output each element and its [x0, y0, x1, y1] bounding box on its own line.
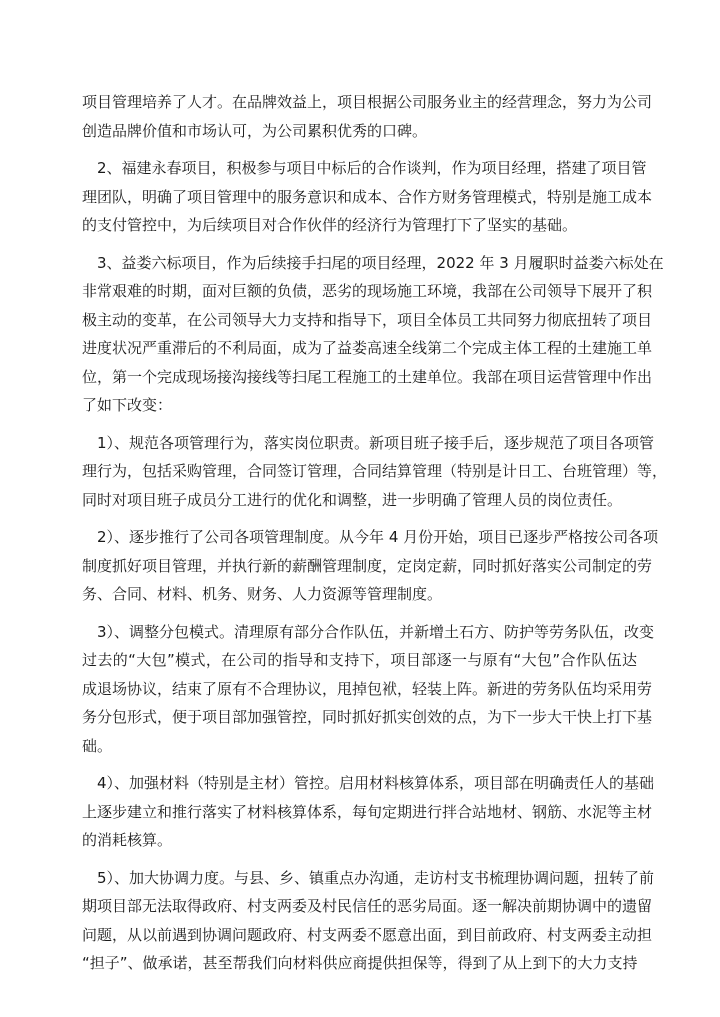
text-line: 期项目部无法取得政府、村支两委及村民信任的恶劣局面。逐一解决前期协调中的遗留 — [82, 897, 653, 915]
text-line: 制度抓好项目管理，并执行新的薪酬管理制度，定岗定薪，同时抓好落实公司制定的劳 — [82, 556, 653, 575]
text-line: 2、福建永春项目，积极参与项目中标后的合作谈判，作为项目经理，搭建了项目管 — [97, 159, 647, 177]
text-line: 2）、逐步推行了公司各项管理制度。从今年 4 月份开始，项目已逐步严格按公司各项 — [97, 528, 659, 546]
text-line: 非常艰难的时期，面对巨额的负债，恶劣的现场施工环境，我部在公司领导下展开了积 — [82, 282, 653, 300]
paragraph — [82, 154, 653, 240]
text-line: 问题，从以前遇到协调问题政府、村支两委不愿意出面，到目前政府、村支两委主动担 — [82, 925, 653, 944]
paragraph — [82, 523, 659, 609]
text-line: 上逐步建立和推行落实了材料核算体系，每旬定期进行拌合站地材、钢筋、水泥等主材 — [82, 802, 653, 821]
text-line: “担子”、做承诺，甚至帮我们向材料供应商提供担保等，得到了从上到下的大力支持 — [82, 954, 638, 972]
text-line: 的支付管控中，为后续项目对合作伙伴的经济行为管理打下了坚实的基础。 — [82, 216, 578, 234]
text-line: 成退场协议，结束了原有不合理协议，甩掉包袱，轻装上阵。新进的劳务队伍均采用劳 — [82, 679, 653, 698]
text-line: 同时对项目班子成员分工进行的优化和调整，进一步明确了管理人员的岗位责任。 — [82, 490, 623, 509]
text-line: 理行为，包括采购管理，合同签订管理，合同结算管理（特别是计日工、台班管理）等， — [82, 462, 668, 480]
text-line: 位，第一个完成现场接沟接线等扫尾工程施工的土建单位。我部在项目运营管理中作出 — [82, 367, 653, 386]
text-line: 的消耗核算。 — [82, 831, 173, 849]
paragraph — [82, 618, 655, 761]
text-line: 5）、加大协调力度。与县、乡、镇重点办沟通，走访村支书梳理协调问题，扭转了前 — [97, 868, 655, 887]
paragraph — [82, 769, 655, 855]
paragraph — [82, 864, 655, 978]
text-line: 础。 — [82, 736, 113, 755]
text-line: 创造品牌价值和市场认可，为公司累积优秀的口碑。 — [82, 121, 428, 140]
paragraph — [82, 88, 653, 145]
text-line: 项目管理培养了人才。在品牌效益上，项目根据公司服务业主的经营理念，努力为公司 — [82, 93, 653, 111]
text-line: 极主动的变革，在公司领导大力支持和指导下，项目全体员工共同努力彻底扭转了项目 — [82, 310, 653, 329]
text-line: 务、合同、材料、机务、财务、人力资源等管理制度。 — [82, 585, 443, 603]
text-line: 3）、调整分包模式。清理原有部分合作队伍，并新增土石方、防护等劳务队伍，改变 — [97, 622, 655, 641]
paragraph — [82, 249, 664, 420]
text-line: 理团队，明确了项目管理中的服务意识和成本、合作方财务管理模式，特别是施工成本 — [82, 187, 653, 206]
text-line: 了如下改变： — [82, 396, 173, 414]
text-line: 4）、加强材料（特别是主材）管控。启用材料核算体系，项目部在明确责任人的基础 — [97, 774, 655, 792]
paragraph — [82, 429, 668, 515]
document-body — [82, 88, 668, 987]
text-line: 3、益娄六标项目，作为后续接手扫尾的项目经理，2022 年 3 月履职时益娄六标处在 — [97, 253, 664, 272]
text-line: 过去的“大包”模式，在公司的指导和支持下，项目部逐一与原有“大包”合作队伍达 — [82, 651, 637, 669]
text-line: 进度状况严重滞后的不利局面，成为了益娄高速全线第二个完成主体工程的土建施工单 — [82, 339, 653, 357]
text-line: 务分包形式，便于项目部加强管控，同时抓好抓实创效的点，为下一步大干快上打下基 — [82, 708, 653, 726]
text-line: 1）、规范各项管理行为，落实岗位职责。新项目班子接手后，逐步规范了项目各项管 — [97, 433, 655, 452]
